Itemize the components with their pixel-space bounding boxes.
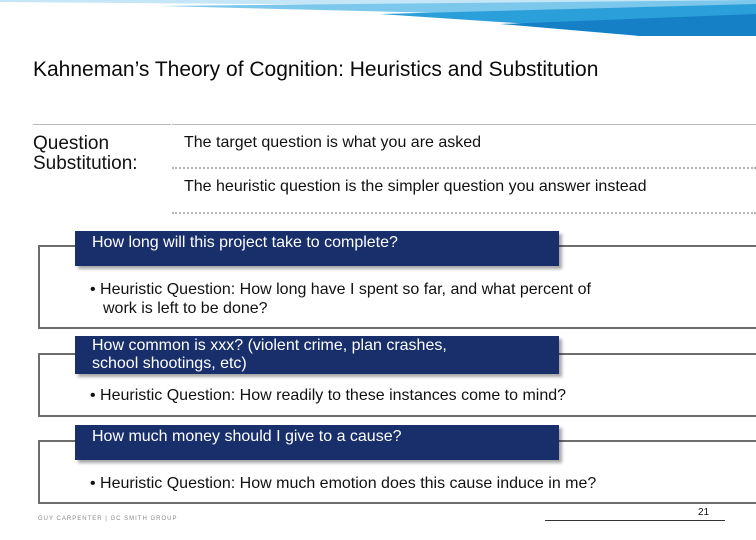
example-question-box-1 bbox=[75, 231, 559, 266]
question-substitution-label bbox=[33, 134, 138, 174]
slide-title: Kahneman’s Theory of Cognition: Heuristics and Substitution bbox=[33, 58, 599, 81]
label-line-1: Question bbox=[33, 133, 110, 154]
definition-dotted-divider bbox=[172, 167, 756, 169]
heuristic-1-line-1: • Heuristic Question: How long have I spent so far, and what percent of bbox=[90, 281, 591, 298]
target-question-definition: The target question is what you are asked bbox=[184, 134, 482, 151]
heuristic-1-line-2: work is left to be done? bbox=[103, 300, 268, 317]
example-question-2-line-1: How common is xxx? (violent crime, plan crashes, bbox=[92, 337, 447, 354]
header-band bbox=[0, 0, 756, 36]
example-question-3: How much money should I give to a cause? bbox=[92, 428, 402, 445]
example-question-2-line-2: school shootings, etc) bbox=[92, 355, 247, 372]
heuristic-bullet-1 bbox=[90, 280, 591, 318]
page-number: 21 bbox=[698, 507, 710, 518]
example-question-box-3 bbox=[75, 425, 559, 460]
label-line-2: Substitution: bbox=[33, 153, 138, 174]
example-question-1: How long will this project take to complete? bbox=[92, 234, 398, 251]
heuristic-bullet-2: • Heuristic Question: How readily to these instances come to mind? bbox=[90, 387, 567, 404]
label-divider bbox=[33, 124, 171, 125]
definition-bottom-divider bbox=[172, 212, 756, 214]
heuristic-bullet-3: • Heuristic Question: How much emotion does this cause induce in me? bbox=[90, 475, 597, 492]
example-question-box-2 bbox=[75, 336, 559, 374]
footer-rule bbox=[545, 520, 725, 521]
heuristic-question-definition: The heuristic question is the simpler question you answer instead bbox=[184, 178, 647, 195]
definition-top-divider bbox=[172, 124, 756, 125]
footer-brand: GUY CARPENTER | GC SMITH GROUP bbox=[38, 516, 178, 522]
